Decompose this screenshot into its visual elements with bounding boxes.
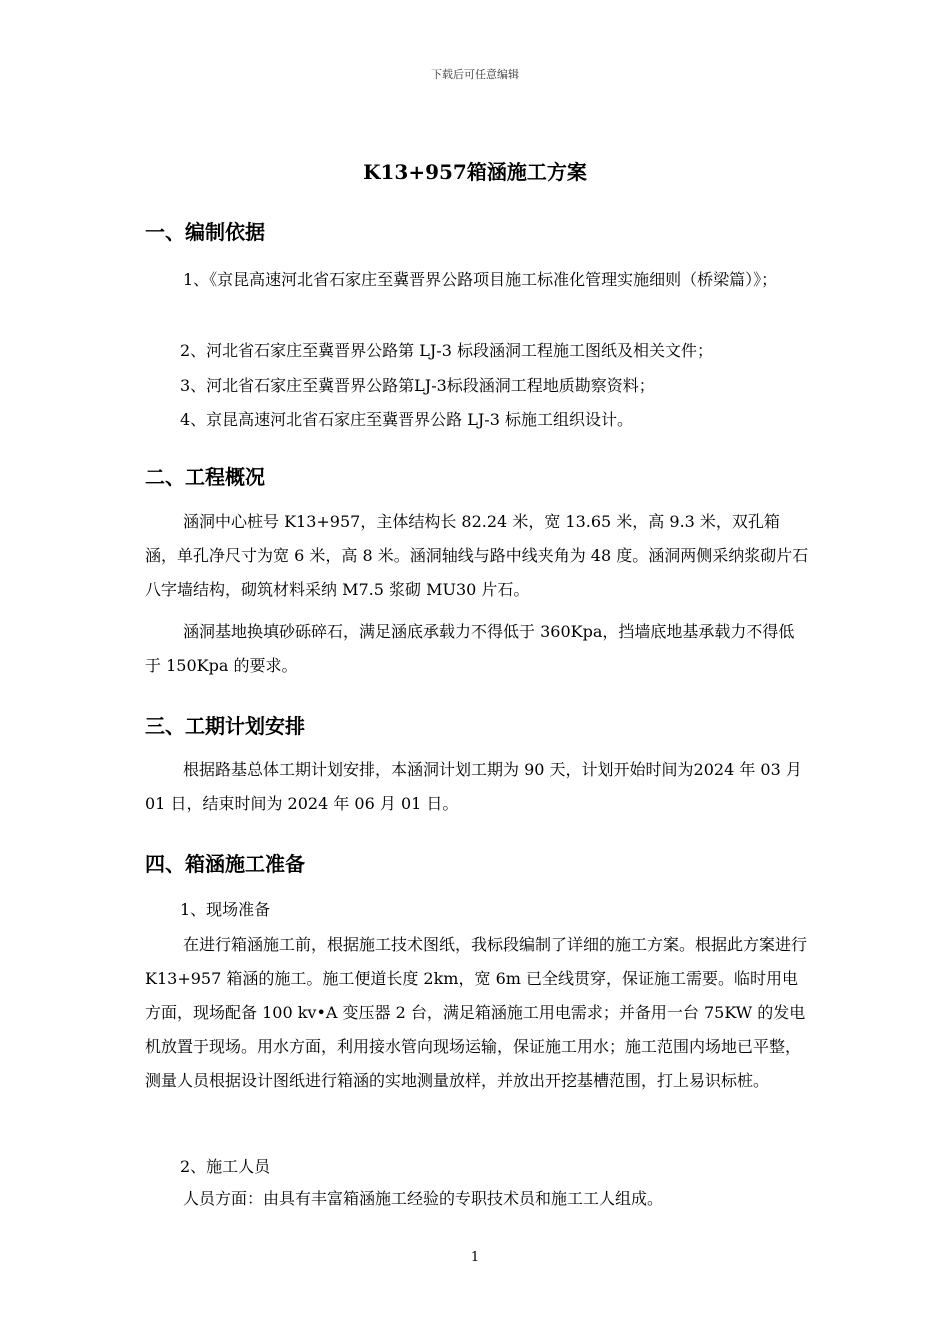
section-heading-1: 一、编制依据 — [145, 220, 265, 244]
section-heading-4: 四、箱涵施工准备 — [145, 852, 305, 876]
basis-item-4: 4、京昆高速河北省石家庄至冀晋界公路 LJ-3 标施工组织设计。 — [180, 410, 633, 429]
basis-item-3: 3、河北省石家庄至冀晋界公路第LJ-3标段涵洞工程地质勘察资料； — [180, 376, 655, 395]
overview-paragraph-1: 涵洞中心桩号 K13+957，主体结构长 82.24 米，宽 13.65 米，高 9.3 米，双孔箱涵，单孔净尺寸为宽 6 米，高 8 米。涵洞轴线与路中线夹角为 48 度。涵洞两侧采纳浆砌片石八字墙结构，砌筑材料采纳 M7.5 浆砌 MU30 片石。 — [145, 512, 809, 599]
page-header: 下载后可任意编辑 — [431, 68, 519, 81]
subsection-personnel: 2、施工人员 — [180, 1157, 271, 1176]
schedule-paragraph: 根据路基总体工期计划安排，本涵洞计划工期为 90 天，计划开始时间为2024 年 03 月 01 日，结束时间为 2024 年 06 月 01 日。 — [145, 760, 802, 813]
page-number: 1 — [470, 1250, 480, 1265]
document-title: K13+957箱涵施工方案 — [363, 160, 587, 184]
section-heading-2: 二、工程概况 — [145, 465, 265, 489]
basis-item-2: 2、河北省石家庄至冀晋界公路第 LJ-3 标段涵洞工程施工图纸及相关文件； — [180, 341, 713, 360]
overview-paragraph-2: 涵洞基地换填砂砾碎石，满足涵底承载力不得低于 360Kpa，挡墙底地基承载力不得低于 150Kpa 的要求。 — [145, 622, 795, 675]
site-preparation-paragraph: 在进行箱涵施工前，根据施工技术图纸，我标段编制了详细的施工方案。根据此方案进行 K13+957 箱涵的施工。施工便道长度 2km，宽 6m 已全线贯穿，保证施工需要。临时用电方面，现场配备 100 kv•A 变压器 2 台，满足箱涵施工用电需求；并备用一台 75KW 的发电机放置于现场。用水方面，利用接水管向现场运输，保证施工用水；施工范围内场地已平整，测量人员根据设计图纸进行箱涵的实地测量放样，并放出开挖基槽范围，打上易识标桩。 — [145, 935, 808, 1090]
personnel-paragraph: 人员方面：由具有丰富箱涵施工经验的专职技术员和施工工人组成。 — [183, 1189, 664, 1208]
basis-item-1: 1、《京昆高速河北省石家庄至冀晋界公路项目施工标准化管理实施细则（桥梁篇）》； — [183, 270, 778, 289]
section-heading-3: 三、工期计划安排 — [145, 714, 305, 738]
subsection-site-preparation: 1、现场准备 — [180, 900, 271, 919]
